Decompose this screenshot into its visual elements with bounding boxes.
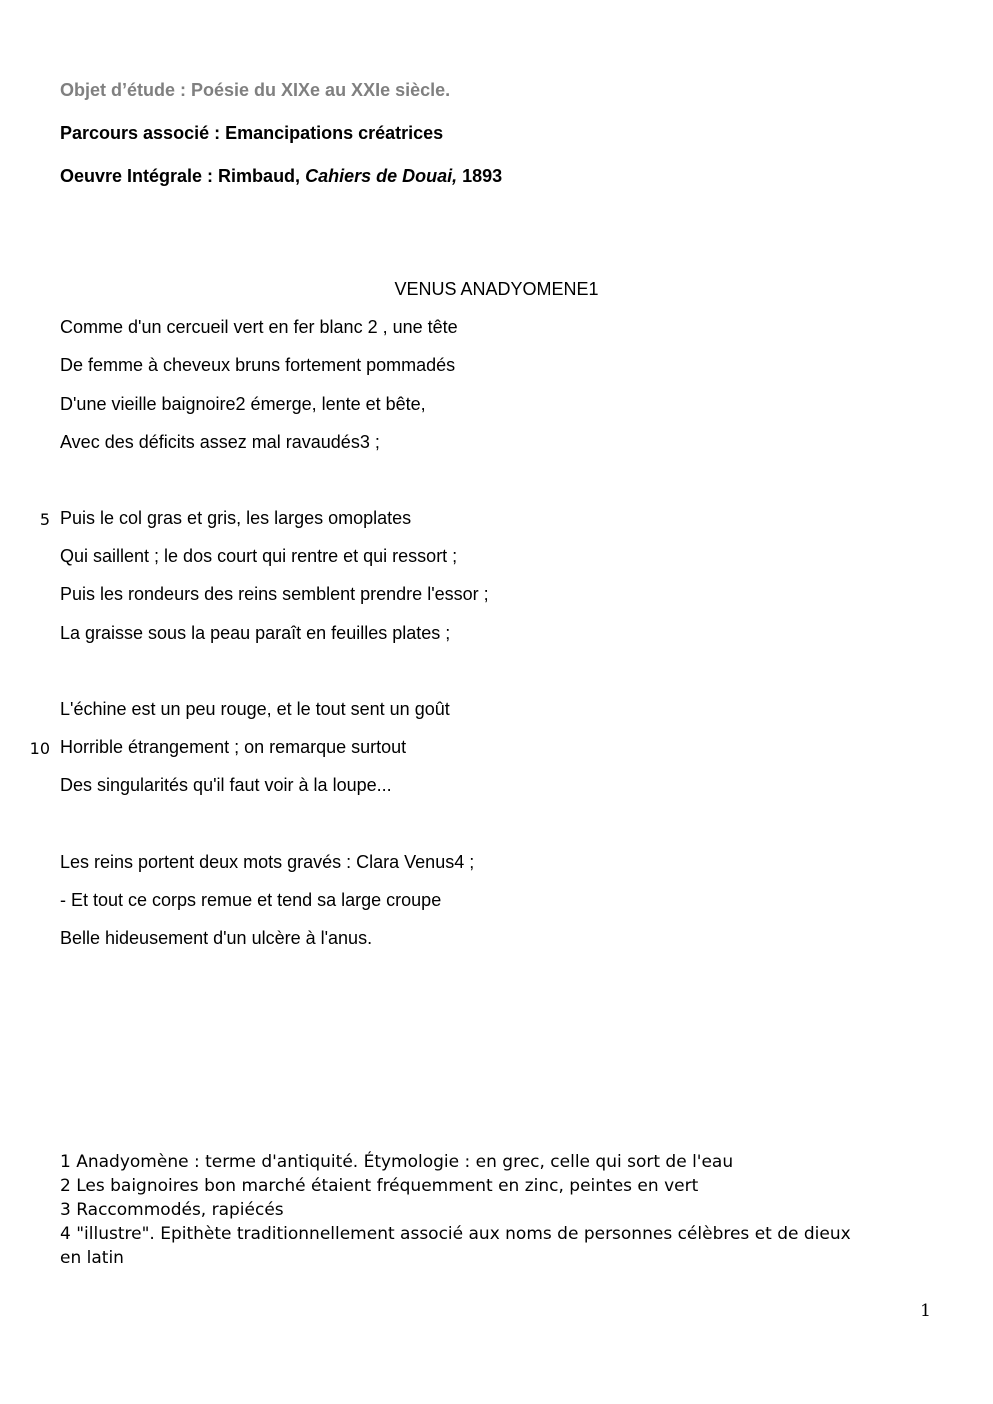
- footnote-3: 3 Raccommodés, rapiécés: [60, 1200, 284, 1220]
- poem-line: D'une vieille baignoire2 émerge, lente et bête,: [60, 394, 426, 414]
- objet-etude-heading: Objet d’étude : Poésie du XIXe au XXIe siècle.: [60, 80, 451, 100]
- poem-line: Horrible étrangement ; on remarque surtout: [60, 737, 407, 757]
- line-number-5: 5: [39, 510, 50, 529]
- poem-title: VENUS ANADYOMENE1: [394, 279, 599, 299]
- poem-line: La graisse sous la peau paraît en feuilles plates ;: [60, 623, 451, 643]
- footnote-4: 4 "illustre". Epithète traditionnellement associé aux noms de personnes célèbres et de dieux: [60, 1224, 851, 1244]
- page-number: 1: [920, 1301, 931, 1321]
- line-number-10: 10: [29, 739, 50, 758]
- poem-line: Avec des déficits assez mal ravaudés3 ;: [60, 432, 380, 452]
- footnote-1: 1 Anadyomène : terme d'antiquité. Étymologie : en grec, celle qui sort de l'eau: [60, 1152, 734, 1172]
- poem-line: Les reins portent deux mots gravés : Clara Venus4 ;: [60, 852, 475, 872]
- footnote-2: 2 Les baignoires bon marché étaient fréquemment en zinc, peintes en vert: [60, 1176, 699, 1196]
- poem-line: Puis les rondeurs des reins semblent prendre l'essor ;: [60, 584, 489, 604]
- footnote-4-continued: en latin: [60, 1248, 124, 1268]
- poem-line: - Et tout ce corps remue et tend sa large croupe: [60, 890, 442, 910]
- poem-line: Belle hideusement d'un ulcère à l'anus.: [60, 928, 373, 948]
- oeuvre-title: Cahiers de Douai,: [305, 166, 458, 186]
- oeuvre-prefix: Oeuvre Intégrale : Rimbaud,: [60, 166, 301, 186]
- oeuvre-heading: [60, 166, 502, 187]
- poem-line: Comme d'un cercueil vert en fer blanc 2 , une tête: [60, 317, 458, 337]
- poem-line: Puis le col gras et gris, les larges omoplates: [60, 508, 412, 528]
- parcours-heading: Parcours associé : Emancipations créatrices: [60, 123, 444, 143]
- poem-line: L'échine est un peu rouge, et le tout sent un goût: [60, 699, 450, 719]
- poem-line: Des singularités qu'il faut voir à la loupe...: [60, 775, 392, 795]
- poem-line: Qui saillent ; le dos court qui rentre et qui ressort ;: [60, 546, 458, 566]
- poem-line: De femme à cheveux bruns fortement pommadés: [60, 355, 456, 375]
- oeuvre-year: 1893: [462, 166, 503, 186]
